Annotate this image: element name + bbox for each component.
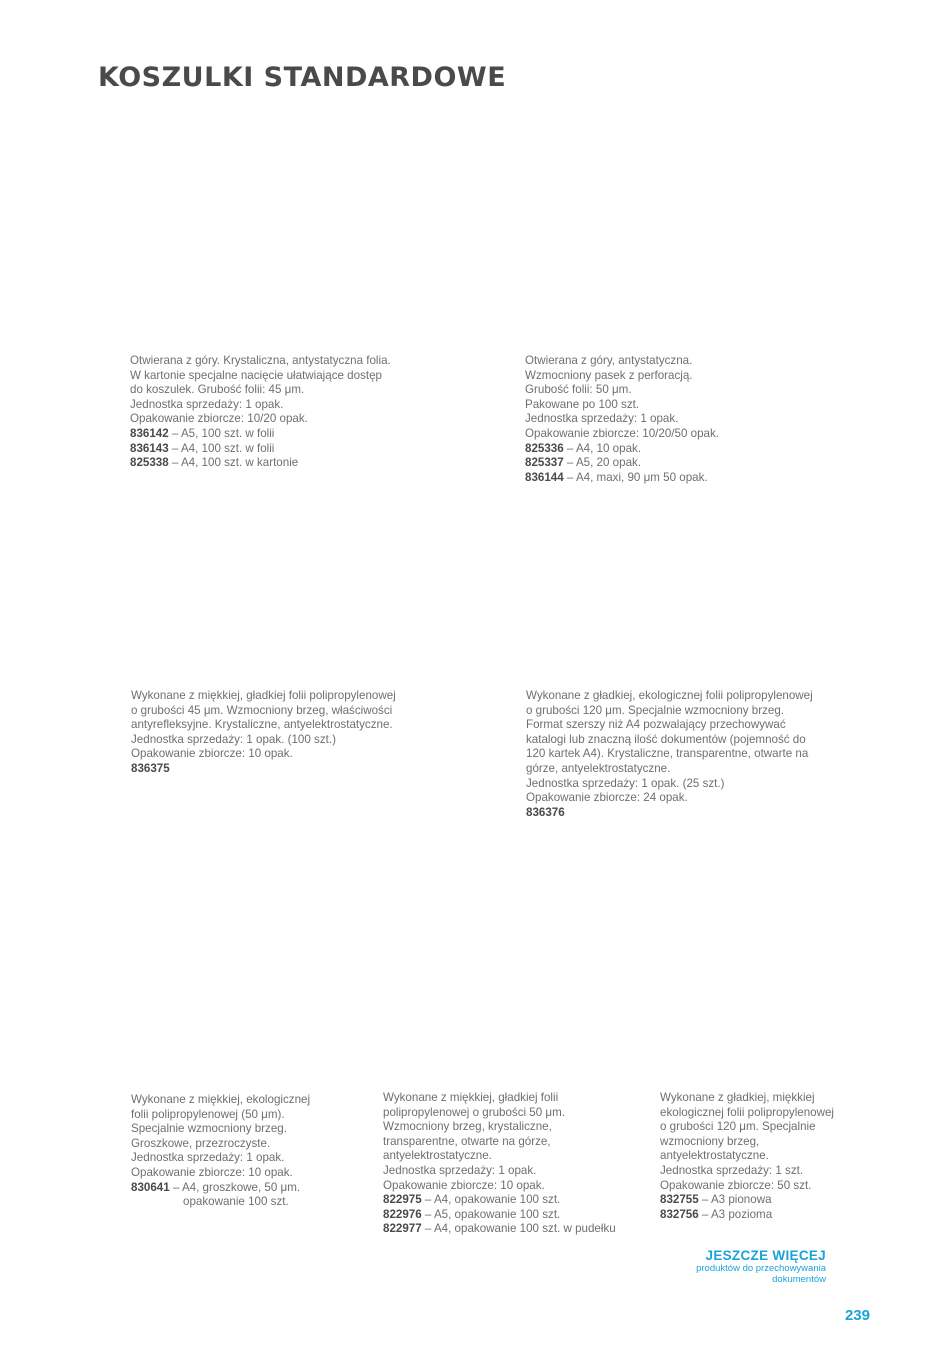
product-variant: – A5, 20 opak. [563, 456, 642, 470]
description-line: Opakowanie zbiorcze: 10 opak. [131, 747, 293, 761]
description-line: 120 kartek A4). Krystaliczne, transparentne, otwarte na [526, 747, 809, 761]
description-line: Wykonane z miękkiej, gładkiej folii [383, 1091, 559, 1104]
description-line: transparentne, otwarte na górze, [383, 1134, 551, 1148]
description-line: Jednostka sprzedaży: 1 szt. [660, 1163, 804, 1177]
product-code: 836144 [525, 470, 564, 484]
description-line: Jednostka sprzedaży: 1 opak. [131, 1151, 285, 1165]
product-description-block [660, 1091, 834, 1222]
description-line: Jednostka sprzedaży: 1 opak. [525, 412, 679, 426]
description-line: do koszulek. Grubość folii: 45 μm. [130, 383, 305, 397]
product-variant: – A5, 100 szt. w folii [168, 426, 275, 440]
description-line: folii polipropylenowej (50 μm). [131, 1107, 285, 1121]
description-line: Format szerszy niż A4 pozwalający przechowywać [526, 718, 786, 732]
description-line: Wykonane z miękkiej, gładkiej folii polipropylenowej [131, 689, 396, 702]
product-code: 836143 [130, 441, 169, 455]
product-code: 836375 [131, 761, 170, 775]
product-code: 836142 [130, 426, 169, 440]
product-code: 822977 [383, 1222, 422, 1236]
description-line: Opakowanie zbiorcze: 10 opak. [131, 1165, 293, 1179]
description-line: o grubości 45 μm. Wzmocniony brzeg, właściwości [131, 703, 393, 717]
description-line: Jednostka sprzedaży: 1 opak. (100 szt.) [131, 732, 336, 746]
page-title: KOSZULKI STANDARDOWE [98, 62, 507, 93]
product-variant: – A4, maxi, 90 μm 50 opak. [563, 470, 708, 484]
product-variant: – A4, groszkowe, 50 μm. [169, 1180, 301, 1194]
description-line: Opakowanie zbiorcze: 24 opak. [526, 791, 688, 805]
product-variant: – A4, 100 szt. w folii [168, 441, 275, 455]
product-code-line [525, 456, 719, 471]
description-line: Jednostka sprzedaży: 1 opak. [383, 1163, 537, 1177]
product-code: 822975 [383, 1193, 422, 1207]
product-code-line [131, 1181, 310, 1196]
description-line: antyrefleksyjne. Krystaliczne, antyelektrostatyczne. [131, 718, 393, 732]
description-line: ekologicznej folii polipropylenowej [660, 1105, 835, 1119]
product-description-block [383, 1091, 616, 1237]
product-description-block [131, 689, 396, 777]
description-line: Otwierana z góry, antystatyczna. [525, 354, 693, 367]
product-code-line [130, 456, 391, 471]
description-line: Otwierana z góry. Krystaliczna, antystatyczna folia. [130, 354, 391, 367]
product-variant: – A4, 10 opak. [563, 441, 642, 455]
description-line: Opakowanie zbiorcze: 10/20/50 opak. [525, 426, 719, 440]
description-line: W kartonie specjalne nacięcie ułatwiające dostęp [130, 368, 382, 382]
more-products-subtitle-line: dokumentów [772, 1274, 826, 1285]
description-line: Wykonane z gładkiej, ekologicznej folii polipropylenowej [526, 689, 813, 702]
product-code-line [660, 1208, 834, 1223]
description-line: Wzmocniony brzeg, krystaliczne, [383, 1120, 552, 1134]
description-line: polipropylenowej o grubości 50 μm. [383, 1105, 565, 1119]
description-line: Wykonane z gładkiej, miękkiej [660, 1091, 815, 1104]
description-line: o grubości 120 μm. Specjalnie [660, 1120, 816, 1134]
product-code-line [525, 471, 719, 486]
product-code-line [131, 762, 396, 777]
description-line: Pakowane po 100 szt. [525, 397, 640, 411]
more-products-link[interactable] [696, 1248, 826, 1285]
product-code: 825336 [525, 441, 564, 455]
product-variant: – A3 pozioma [698, 1207, 773, 1221]
description-line: Jednostka sprzedaży: 1 opak. [130, 397, 284, 411]
description-line: Groszkowe, przezroczyste. [131, 1136, 271, 1150]
product-variant: – A5, opakowanie 100 szt. [421, 1207, 561, 1221]
product-code-line [383, 1222, 616, 1237]
product-description-block [526, 689, 813, 820]
product-variant: – A4, opakowanie 100 szt. w pudełku [421, 1222, 616, 1236]
description-line: Opakowanie zbiorcze: 10 opak. [383, 1178, 545, 1192]
product-code-line [130, 427, 391, 442]
description-line: Wykonane z miękkiej, ekologicznej [131, 1093, 311, 1106]
page-number: 239 [844, 1307, 870, 1324]
product-description-block [525, 354, 719, 485]
description-line: Grubość folii: 50 μm. [525, 383, 632, 397]
product-code-line [130, 442, 391, 457]
product-code-line [526, 806, 813, 821]
more-products-subtitle-line: produktów do przechowywania [696, 1263, 826, 1274]
product-code: 830641 [131, 1180, 170, 1194]
description-line: Wzmocniony pasek z perforacją. [525, 368, 693, 382]
description-line: wzmocniony brzeg, [660, 1134, 760, 1148]
product-code: 832756 [660, 1207, 699, 1221]
more-products-title: JESZCZE WIĘCEJ [705, 1248, 826, 1263]
product-code-line [525, 442, 719, 457]
description-line: antyelektrostatyczne. [660, 1149, 769, 1163]
product-description-block [131, 1093, 310, 1210]
product-code: 822976 [383, 1207, 422, 1221]
description-line: Jednostka sprzedaży: 1 opak. (25 szt.) [526, 776, 725, 790]
product-variant: – A3 pionowa [698, 1193, 772, 1207]
description-line: górze, antyelektrostatyczne. [526, 761, 671, 775]
product-code-line [660, 1193, 834, 1208]
description-line: katalogi lub znaczną ilość dokumentów (pojemność do [526, 732, 806, 746]
product-code-line [383, 1208, 616, 1223]
product-code: 825338 [130, 456, 169, 470]
description-line: antyelektrostatyczne. [383, 1149, 492, 1163]
description-line: Opakowanie zbiorcze: 50 szt. [660, 1178, 812, 1192]
product-code: 832755 [660, 1193, 699, 1207]
description-line: o grubości 120 μm. Specjalnie wzmocniony brzeg. [526, 703, 785, 717]
product-description-block [130, 354, 391, 471]
description-line: opakowanie 100 szt. [183, 1195, 289, 1209]
product-variant: – A4, 100 szt. w kartonie [168, 456, 299, 470]
description-line: Specjalnie wzmocniony brzeg. [131, 1122, 287, 1136]
product-variant: – A4, opakowanie 100 szt. [421, 1193, 561, 1207]
product-code-line [383, 1193, 616, 1208]
product-code: 836376 [526, 805, 565, 819]
description-line: Opakowanie zbiorcze: 10/20 opak. [130, 412, 308, 426]
product-code: 825337 [525, 456, 564, 470]
